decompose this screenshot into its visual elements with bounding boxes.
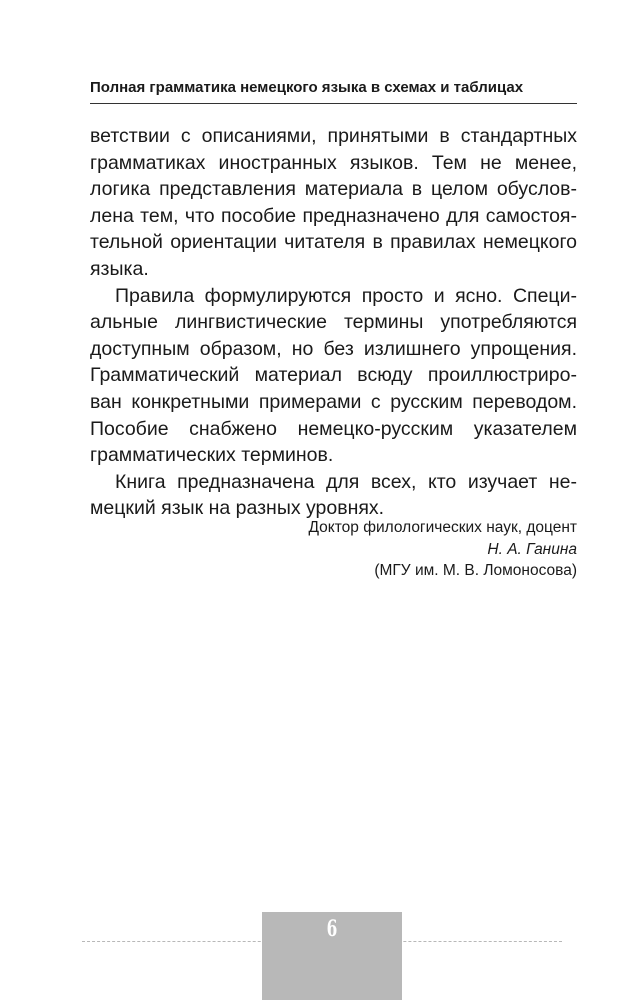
text-line: ветствии с описаниями, принятыми в стандартных [90, 125, 577, 147]
text-line: Правила формулируются просто и ясно. Специ- [115, 284, 577, 307]
page-number: 6 [326, 916, 338, 942]
text-line: языка. [90, 257, 149, 280]
text-line: Книга предназначена для всех, кто изучает не- [115, 470, 577, 493]
text-line: логика представления материала в целом обуслов- [90, 178, 577, 201]
signature-title: Доктор филологических наук, доцент [308, 519, 577, 536]
paragraph-3 [90, 469, 577, 522]
text-line: грамматиках иностранных языков. Тем не менее, [90, 151, 577, 174]
text-line: альные лингвистические термины употребляются [90, 311, 577, 334]
signature-affiliation: (МГУ им. М. В. Ломоносова) [374, 562, 577, 579]
text-line: ван конкретными примерами с русским переводом. [90, 390, 577, 413]
body-text [90, 123, 577, 522]
paragraph-1 [90, 123, 577, 283]
paragraph-2 [90, 283, 577, 469]
text-line: мецкий язык на разных уровнях. [90, 497, 385, 520]
text-line: Грамматический материал всюду проиллюстриро- [90, 364, 577, 387]
running-header-title: Полная грамматика немецкого языка в схемах и таблицах [90, 79, 524, 96]
signature-name: Н. А. Ганина [487, 540, 577, 558]
header-rule [90, 103, 577, 104]
text-line: доступным образом, но без излишнего упрощения. [90, 337, 577, 360]
signature-block [308, 517, 577, 582]
text-line: грамматических терминов. [90, 444, 334, 467]
text-line: Пособие снабжено немецко-русским указателем [90, 417, 577, 440]
text-line: лена тем, что пособие предназначено для самостоя- [90, 204, 577, 227]
text-line: тельной ориентации читателя в правилах немецкого [90, 231, 577, 254]
